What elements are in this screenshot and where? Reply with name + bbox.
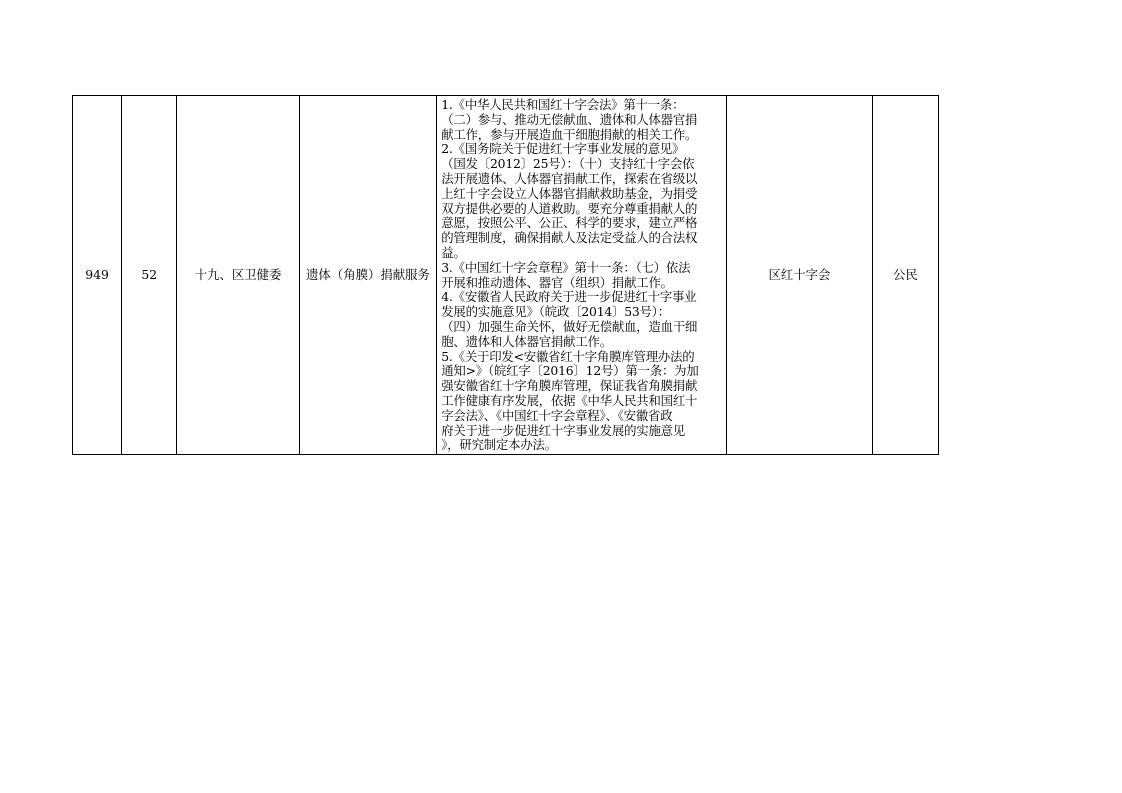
legal-basis-line: 》，研究制定本办法。 xyxy=(441,437,557,453)
legal-basis-line: 上红十字会设立人体器官捐献救助基金，为捐受 xyxy=(441,185,698,201)
sub-seq-cell: 52 xyxy=(122,96,177,455)
department-cell: 十九、区卫健委 xyxy=(177,96,299,455)
legal-basis-cell xyxy=(437,96,727,455)
legal-basis-line: 法开展遗体、人体器官捐献工作，探索在省级以 xyxy=(441,170,698,186)
legal-basis-line: 4.《安徽省人民政府关于进一步促进红十字事业 xyxy=(441,289,697,305)
legal-basis-line: 意愿，按照公平、公正、科学的要求，建立严格 xyxy=(441,215,698,231)
legal-basis-line: 5.《关于印发<安徽省红十字角膜库管理办法的 xyxy=(441,348,695,364)
service-target-cell: 公民 xyxy=(872,96,938,455)
legal-basis-line: 2.《国务院关于促进红十字事业发展的意见》 xyxy=(441,141,685,157)
legal-basis-line: 通知>》（皖红字〔2016〕12号）第一条：为加 xyxy=(441,363,699,379)
service-item-table xyxy=(72,95,939,455)
legal-basis-line: 强安徽省红十字角膜库管理，保证我省角膜捐献 xyxy=(441,378,698,394)
legal-basis-line: 献工作，参与开展造血干细胞捐献的相关工作。 xyxy=(441,126,698,142)
legal-basis-line: 双方提供必要的人道救助。要充分尊重捐献人的 xyxy=(441,200,698,216)
legal-basis-line: 开展和推动遗体、器官（组织）捐献工作。 xyxy=(441,274,673,290)
legal-basis-line: 3.《中国红十字会章程》第十一条：（七）依法 xyxy=(441,259,691,275)
legal-basis-line: 1.《中华人民共和国红十字会法》第十一条： xyxy=(441,97,685,112)
legal-basis-line: 益。 xyxy=(441,244,466,260)
table-row xyxy=(73,96,939,455)
legal-basis-line: （四）加强生命关怀，做好无偿献血，造血干细 xyxy=(441,318,698,334)
legal-basis-line: （国发〔2012〕25号）：（十）支持红十字会依 xyxy=(441,156,695,172)
legal-basis-line: 字会法》、《中国红十字会章程》、《安徽省政 xyxy=(441,407,673,423)
legal-basis-line: 发展的实施意见》（皖政〔2014〕53号）： xyxy=(441,304,670,320)
legal-basis-line: 胞、遗体和人体器官捐献工作。 xyxy=(441,333,612,349)
legal-basis-line: 的管理制度，确保捐献人及法定受益人的合法权 xyxy=(441,230,698,246)
legal-basis-line: 府关于进一步促进红十字事业发展的实施意见 xyxy=(441,422,686,438)
legal-basis-line: 工作健康有序发展，依据《中华人民共和国红十 xyxy=(441,392,698,408)
organization-cell: 区红十字会 xyxy=(727,96,873,455)
legal-basis-line: （二）参与、推动无偿献血、遗体和人体器官捐 xyxy=(441,111,698,127)
seq-cell: 949 xyxy=(73,96,122,455)
service-item-cell: 遗体（角膜）捐献服务 xyxy=(299,96,436,455)
